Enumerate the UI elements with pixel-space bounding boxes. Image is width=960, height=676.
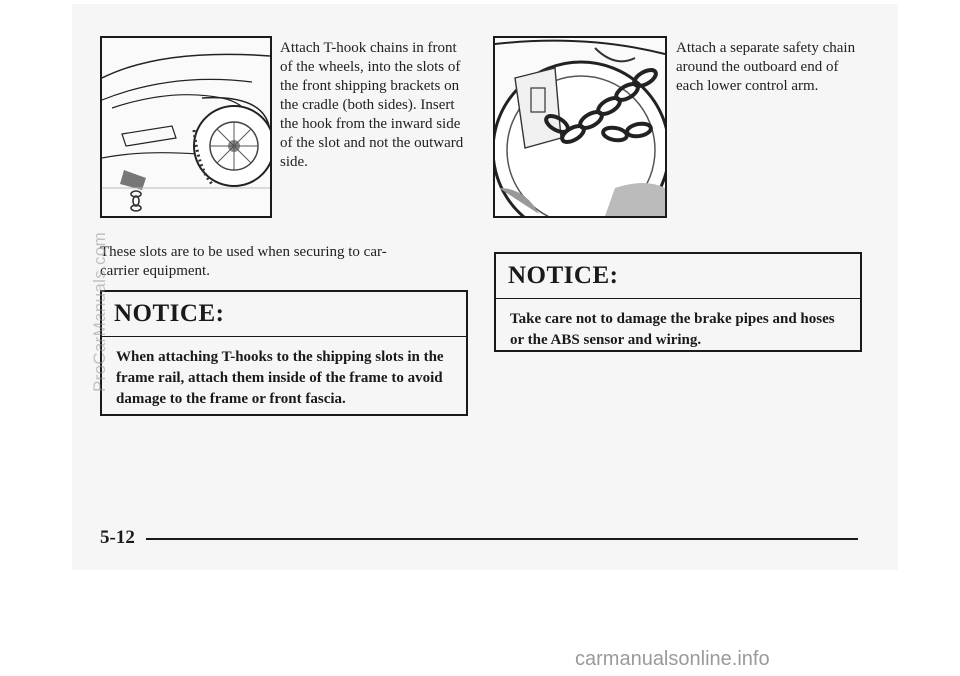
watermark-bottom: carmanualsonline.info: [575, 648, 770, 670]
footer-rule: [146, 538, 858, 540]
illustration-safety-chain: [493, 36, 667, 218]
notice-message-left: When attaching T-hooks to the shipping slots in the frame rail, attach them inside of the frame to avoid damage to the frame or front fascia.: [116, 349, 444, 407]
notice-box-right: [494, 252, 862, 352]
left-instruction-text: Attach T-hook chains in front of the wheels, into the slots of the front shipping brackets on the cradle (both sides). Insert the hook from the inward side of the slot and not the outward side.: [280, 40, 464, 170]
slots-info-text: These slots are to be used when securing to car-carrier equipment.: [100, 244, 387, 279]
car-front-drawing: [102, 38, 270, 216]
illustration-car-front-t-hook: [100, 36, 272, 218]
watermark-side: ProCarManuals.com: [90, 231, 109, 392]
notice-box-left: [100, 290, 468, 416]
notice-message-right: Take care not to damage the brake pipes and hoses or the ABS sensor and wiring.: [510, 311, 835, 348]
notice-title-left: NOTICE:: [102, 292, 466, 337]
page-number: 5-12: [100, 527, 135, 548]
right-instruction-text: Attach a separate safety chain around the outboard end of each lower control arm.: [676, 40, 856, 94]
safety-chain-drawing: [495, 38, 665, 216]
notice-title-right: NOTICE:: [496, 254, 860, 299]
